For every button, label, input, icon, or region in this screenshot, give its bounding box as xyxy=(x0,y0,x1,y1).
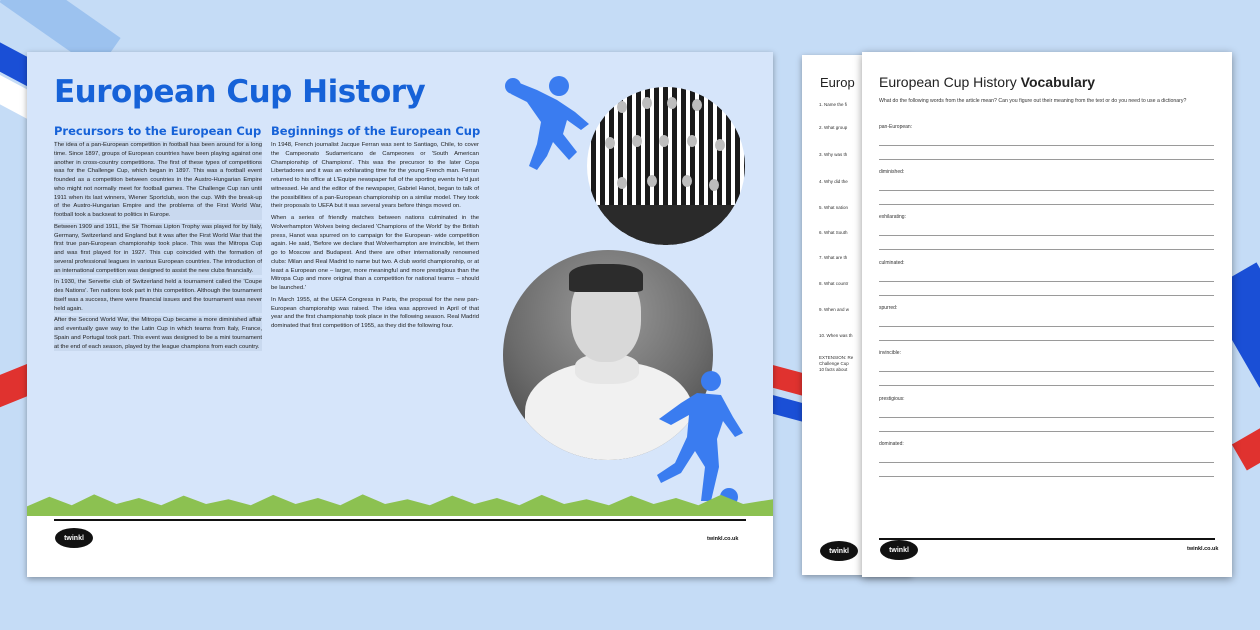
vocab-word: culminated: xyxy=(879,260,905,266)
column-beginnings xyxy=(271,124,479,334)
photo-face xyxy=(715,139,725,151)
question-item: 9. When and w xyxy=(819,307,850,312)
answer-line xyxy=(879,326,1214,327)
answer-line xyxy=(879,462,1214,463)
question-item: 5. What nation xyxy=(819,205,849,210)
question-item: 2. What group xyxy=(819,125,848,130)
photo-row xyxy=(587,205,745,245)
vocabulary-title xyxy=(879,74,1095,90)
vocab-word: invincible: xyxy=(879,350,901,356)
question-item: 8. What countr xyxy=(819,281,849,286)
photo-face xyxy=(617,177,627,189)
footballer-silhouette-icon xyxy=(647,367,747,507)
footer-rule xyxy=(879,538,1215,540)
paragraph: In 1930, the Servette club of Switzerland held a tournament called the 'Coupe des Nations'. Ten nations took part in this competition. Although the tournament itself was a success, there were financial issues and the tournament was never held again. xyxy=(54,279,262,312)
photo-face xyxy=(687,135,697,147)
twinkl-logo: twinkl xyxy=(820,541,858,561)
photo-face xyxy=(617,101,627,113)
answer-line xyxy=(879,385,1214,386)
portrait-hair xyxy=(569,264,643,292)
section-heading: Precursors to the European Cup xyxy=(54,124,262,138)
answer-line xyxy=(879,204,1214,205)
answer-line xyxy=(879,371,1214,372)
answer-line xyxy=(879,145,1214,146)
question-item: 6. What South xyxy=(819,230,848,235)
photo-face xyxy=(605,137,615,149)
paragraph: Between 1909 and 1911, the Sir Thomas Lipton Trophy was played for by Italy, Germany, Switzerland and England but it was after the First World War that the first true pan-European championship took place. This was the Mitropa Cup and was first played for in 1927. This cup coincided with the formation of several professional leagues in various European countries. The introduction of an international competition was designed to assist the new clubs financially. xyxy=(54,223,262,274)
goalkeeper-silhouette-icon xyxy=(497,72,597,177)
answer-line xyxy=(879,235,1214,236)
question-item: 4. Why did the xyxy=(819,179,848,184)
answer-line xyxy=(879,431,1214,432)
paragraph: In March 1955, at the UEFA Congress in Paris, the proposal for the new pan-European championship was raised. The idea was approved in April of that year and the first championship took place in the following season. Real Madrid dominated that first competition of 1955, as they did the following four. xyxy=(271,296,479,329)
vocabulary-worksheet xyxy=(862,52,1232,577)
photo-face xyxy=(632,135,642,147)
extension-text: Challenge Cup xyxy=(819,361,849,366)
team-photo xyxy=(587,87,745,245)
photo-face xyxy=(692,99,702,111)
photo-face xyxy=(682,175,692,187)
extension-text: 10 facts about xyxy=(819,367,848,372)
page-title: European Cup History xyxy=(54,74,426,110)
answer-line xyxy=(879,249,1214,250)
paragraph: After the Second World War, the Mitropa Cup became a more diminished affair and eventually gave way to the Latin Cup in which teams from Italy, France, Spain and Portugal took part. This event was designed to be a mini tournament at the end of each season, played by the league champions from each country. xyxy=(54,317,262,350)
column-precursors xyxy=(54,124,262,354)
answer-line xyxy=(879,281,1214,282)
footer-url: twinkl.co.uk xyxy=(707,536,739,542)
twinkl-logo: twinkl xyxy=(880,540,918,560)
vocab-word: prestigious: xyxy=(879,396,905,402)
footer-rule xyxy=(54,519,746,521)
photo-face xyxy=(659,135,669,147)
vocab-word: diminished: xyxy=(879,169,905,175)
section-heading: Beginnings of the European Cup xyxy=(271,124,481,138)
vocabulary-instructions: What do the following words from the article mean? Can you figure out their meaning from the text or do you need to use a dictionary? xyxy=(879,98,1187,104)
footer-url: twinkl.co.uk xyxy=(1187,546,1219,552)
vocab-word: spurred: xyxy=(879,305,898,311)
answer-line xyxy=(879,476,1214,477)
vocabulary-title-bold: Vocabulary xyxy=(1020,74,1096,90)
question-item: 1. Name the fi xyxy=(819,102,848,107)
answer-line xyxy=(879,295,1214,296)
background-ribbon xyxy=(1232,420,1260,471)
questions-title: Europ xyxy=(820,75,855,90)
paragraph: In 1948, French journalist Jacque Ferran was sent to Santiago, Chile, to cover the Campeonato Sudamericano de Campeones or 'South American Championship of Champions'. This was the precursor to the later Copa Libertadores and it was an exhilarating time for the young French man. Ferran returned to his office at L'Equipe newspaper full of the sporting events he'd just witnessed. He and the editor of the newspaper, Gabriel Hanot, began to talk of the possibilities of a pan-European championship on a similar model. They took their proposals to UEFA but it was several years before things moved on. xyxy=(271,142,479,210)
photo-face xyxy=(647,175,657,187)
main-worksheet xyxy=(27,52,773,577)
answer-line xyxy=(879,190,1214,191)
paragraph: The idea of a pan-European competition in football has been around for a long time. Since 1897, groups of European countries have been playing against one another in cross-country competitions. The first of these types of competitions was for the Challenge Cup, which began in 1897. This was a football event founded as a competition between countries in the Austro-Hungarian Empire who might not normally meet for football games. The Challenge Cup ran until 1911 when its last winners, Wiener Sportclub, won the cup. With the break-up of the Austro-Hungarian Empire and the problems of the First World War, football took a backseat to politics in Europe. xyxy=(54,142,262,218)
photo-face xyxy=(667,97,677,109)
answer-line xyxy=(879,417,1214,418)
photo-face xyxy=(642,97,652,109)
vocab-word: dominated: xyxy=(879,441,904,447)
question-item: 3. Why was th xyxy=(819,152,848,157)
extension-text: EXTENSION: Re xyxy=(819,355,854,360)
paragraph: When a series of friendly matches between nations culminated in the Wolverhampton Wolves being declared 'Champions of the World' by the British press, Hanot was spurred on to campaign for the European- wide competition again. He said, 'Before we declare that Wolverhampton are invincible, let them go to Moscow and Budapest. And there are other internationally renowned clubs: Milan and Real Madrid to name but two. A club world championship, or at least a European one – larger, more meaningful and more prestigious than the Mitropa Cup and more original than a competition for national teams – should be launched.' xyxy=(271,215,479,291)
vocabulary-title-main: European Cup History xyxy=(879,74,1017,90)
question-item: 7. What are th xyxy=(819,255,848,260)
vocab-word: pan-European: xyxy=(879,124,913,130)
question-item: 10. When was th xyxy=(819,333,853,338)
answer-line xyxy=(879,340,1214,341)
answer-line xyxy=(879,159,1214,160)
twinkl-logo: twinkl xyxy=(55,528,93,548)
vocab-word: exhilarating: xyxy=(879,214,906,220)
photo-face xyxy=(709,179,719,191)
